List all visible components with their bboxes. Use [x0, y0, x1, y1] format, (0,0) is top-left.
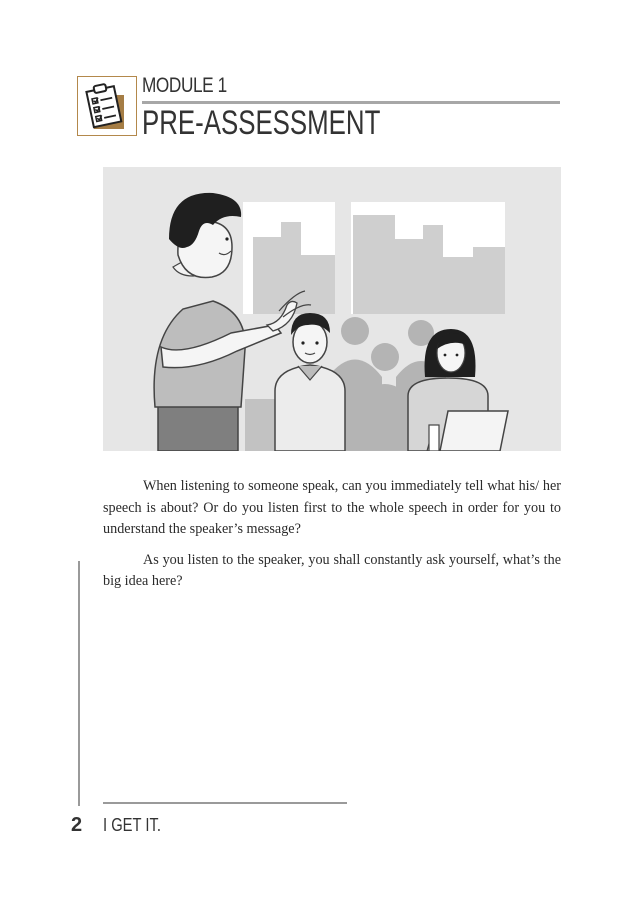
footer-title: I GET IT.: [103, 815, 161, 835]
page-number: 2: [71, 814, 83, 836]
module-label: MODULE 1: [142, 74, 227, 97]
speaker-addressing-audience-illustration: [103, 167, 561, 451]
body-text: [103, 476, 561, 602]
clipboard-checklist-icon: [78, 77, 136, 135]
module-icon-box: [77, 76, 137, 136]
section-title: PRE-ASSESSMENT: [142, 104, 381, 142]
left-margin-rule: [78, 561, 80, 806]
paragraph-2: As you listen to the speaker, you shall constantly ask yourself, what’s the big idea here?: [103, 551, 561, 589]
paragraph-1: When listening to someone speak, can you immediately tell what his/ her speech is about? Or do you listen first to the whole speech in order for you to understand the speaker’s message?: [103, 478, 561, 537]
footer-rule: [103, 802, 347, 804]
